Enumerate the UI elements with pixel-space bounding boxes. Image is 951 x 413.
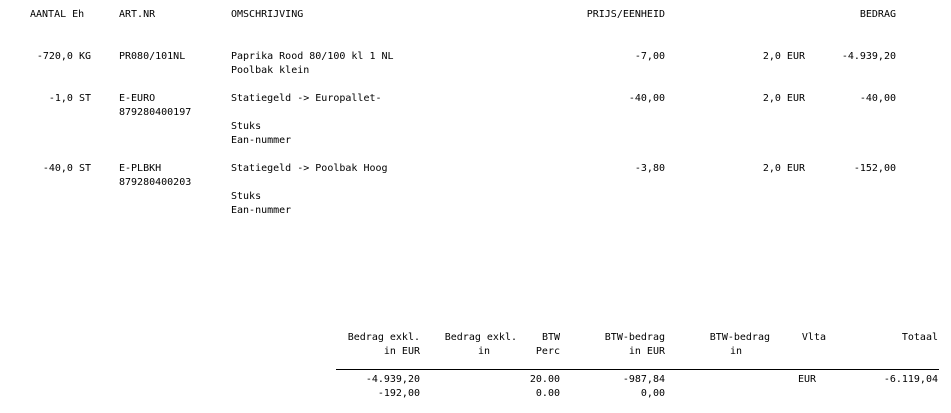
line-unit: 2,0 EUR: [762, 51, 805, 62]
summary-header: in: [729, 346, 742, 357]
line-qty: -1,0 ST: [48, 93, 91, 104]
line-qty: -40,0 ST: [42, 163, 91, 174]
line-description: Statiegeld -> Europallet-: [231, 93, 382, 104]
summary-cell: -6.119,04: [883, 374, 938, 385]
summary-header: BTW: [541, 332, 560, 343]
line-price: -7,00: [634, 51, 665, 62]
header-prijs: PRIJS/EENHEID: [586, 9, 665, 20]
line-price: -40,00: [628, 93, 665, 104]
summary-header: BTW-bedrag: [604, 332, 665, 343]
summary-header: Vlta: [801, 332, 826, 343]
line-artnr: E-PLBKH: [119, 163, 162, 174]
line-amount: -40,00: [859, 93, 896, 104]
line-artnr: PR080/101NL: [119, 51, 186, 62]
summary-divider: [336, 369, 939, 370]
summary-header: in: [477, 346, 490, 357]
summary-cell: 0.00: [535, 388, 560, 399]
header-aantal: AANTAL Eh: [30, 9, 85, 20]
line-ean: 879280400203: [119, 177, 192, 188]
summary-cell: -4.939,20: [365, 374, 420, 385]
summary-header: in EUR: [628, 346, 665, 357]
line-description: Statiegeld -> Poolbak Hoog: [231, 163, 388, 174]
summary-header: Bedrag exkl.: [444, 332, 517, 343]
line-unit: 2,0 EUR: [762, 163, 805, 174]
line-amount: -4.939,20: [841, 51, 896, 62]
summary-header: Bedrag exkl.: [347, 332, 420, 343]
summary-cell: EUR: [798, 374, 817, 385]
summary-cell: 0,00: [640, 388, 665, 399]
line-amount: -152,00: [853, 163, 896, 174]
summary-cell: 20.00: [529, 374, 560, 385]
header-bedrag: BEDRAG: [859, 9, 896, 20]
line-description: Poolbak klein: [231, 65, 310, 76]
summary-header: Perc: [535, 346, 560, 357]
line-description: Ean-nummer: [231, 205, 292, 216]
line-unit: 2,0 EUR: [762, 93, 805, 104]
line-description: Stuks: [231, 191, 262, 202]
summary-header: in EUR: [383, 346, 420, 357]
line-description: Stuks: [231, 121, 262, 132]
header-artnr: ART.NR: [119, 9, 156, 20]
line-artnr: E-EURO: [119, 93, 156, 104]
line-description: Ean-nummer: [231, 135, 292, 146]
summary-header: Totaal: [901, 332, 938, 343]
summary-cell: -987,84: [622, 374, 665, 385]
line-description: Paprika Rood 80/100 kl 1 NL: [231, 51, 394, 62]
line-qty: -720,0 KG: [36, 51, 91, 62]
line-ean: 879280400197: [119, 107, 192, 118]
line-price: -3,80: [634, 163, 665, 174]
summary-header: BTW-bedrag: [709, 332, 770, 343]
header-omschrijving: OMSCHRIJVING: [231, 9, 304, 20]
summary-cell: -192,00: [377, 388, 420, 399]
